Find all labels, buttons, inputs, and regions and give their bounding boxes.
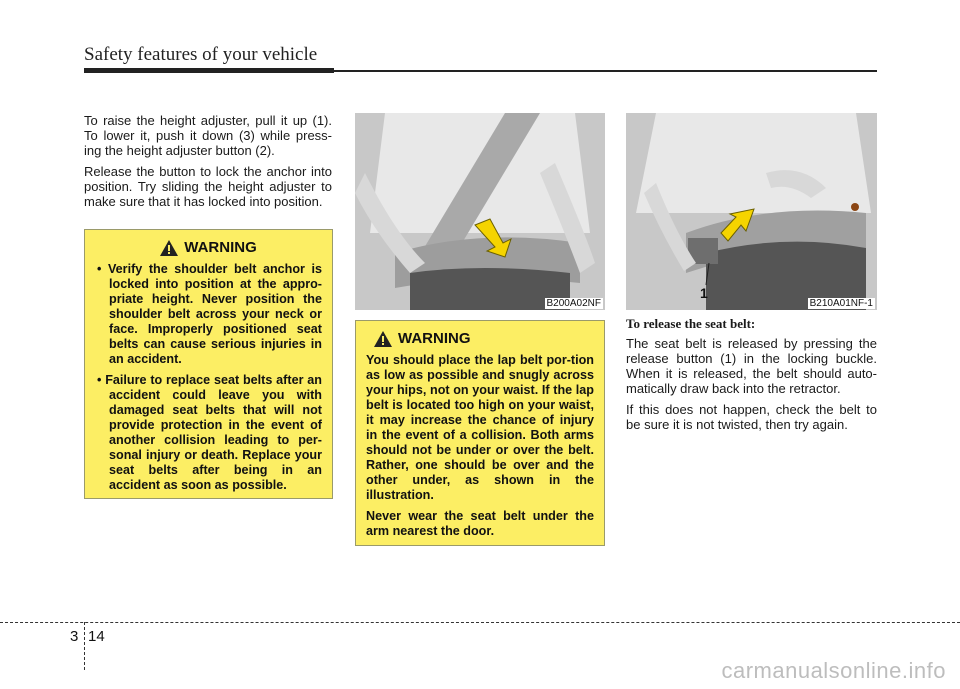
paragraph: The seat belt is released by pressing the release button (1) in the locking buckle. When it is released, the belt should auto-matically draw back into the retractor. <box>626 336 877 396</box>
paragraph: To raise the height adjuster, pull it up (1). To lower it, push it down (3) while press-ing the height adjuster button (2). <box>84 113 332 158</box>
footer-divider <box>84 622 85 670</box>
page-number: 14 <box>88 628 105 645</box>
figure-label: B200A02NF <box>546 298 601 309</box>
warning-icon <box>374 331 392 347</box>
warning-text: Never wear the seat belt under the arm nearest the door. <box>366 509 594 538</box>
warning-header <box>95 239 322 256</box>
footer-rule <box>0 622 960 623</box>
warning-item: • Failure to replace seat belts after an accident could leave you with damaged seat belts that will not provide protection in the event of another collision leading to per-sonal injury or death. Replace your seat belts after being in an accident as soon as possible. <box>97 373 322 492</box>
warning-box <box>355 320 605 546</box>
warning-text: You should place the lap belt por-tion as low as possible and snugly across your hips, not on your waist. If the lap belt is located too high on your waist, it may increase the chance of injury in the event of a collision. Both arms should not be under or over the belt. Rather, one should be over and the other under, as shown in the illustration. <box>366 353 594 502</box>
warning-title: WARNING <box>184 239 257 256</box>
figure-callout: 1 <box>700 285 708 301</box>
seat-belt-release-illustration <box>626 113 877 310</box>
section-heading: To release the seat belt: <box>626 316 756 331</box>
left-column <box>84 113 332 215</box>
page-header-title: Safety features of your vehicle <box>84 44 318 65</box>
chapter-number: 3 <box>70 628 79 645</box>
right-column <box>626 316 877 438</box>
header-rule <box>84 68 334 73</box>
header-rule-line <box>334 70 877 72</box>
paragraph: Release the button to lock the anchor into position. Try sliding the height adjuster to make sure that it has locked into position. <box>84 164 332 209</box>
warning-box <box>84 229 333 499</box>
seat-belt-illustration <box>355 113 605 310</box>
warning-item: • Verify the shoulder belt anchor is locked into position at the appro-priate height. Never position the shoulder belt across your neck or face. Improperly positioned seat belts can cause serious injuries in an accident. <box>97 262 322 366</box>
warning-header <box>366 330 594 347</box>
paragraph: If this does not happen, check the belt to be sure it is not twisted, then try again. <box>626 402 877 432</box>
figure-label: B210A01NF-1 <box>809 298 873 309</box>
warning-icon <box>160 240 178 256</box>
warning-title: WARNING <box>398 330 471 347</box>
buckle-release-illustration <box>626 113 877 310</box>
lap-belt-illustration <box>355 113 605 310</box>
warning-list <box>95 262 322 493</box>
watermark: carmanualsonline.info <box>721 658 946 683</box>
